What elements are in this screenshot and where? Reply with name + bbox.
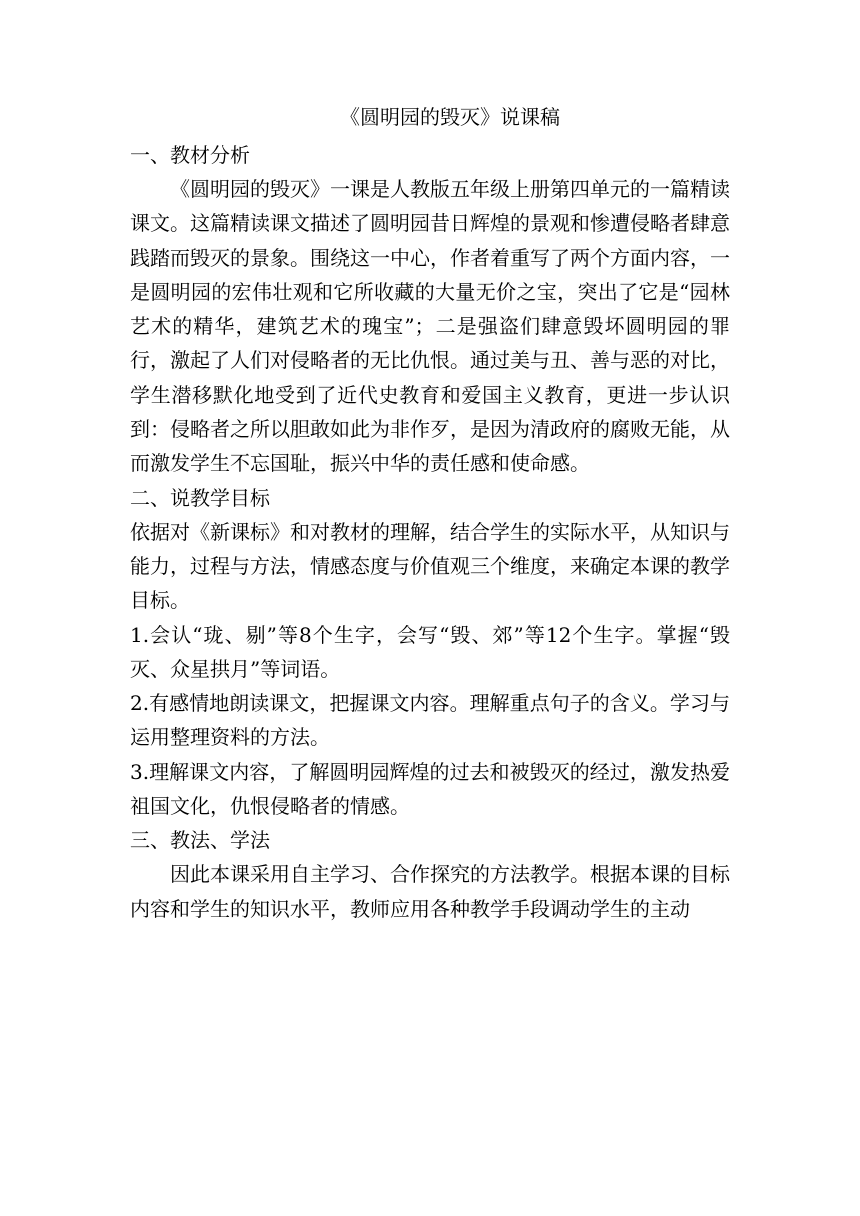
methods-paragraph: 因此本课采用自主学习、合作探究的方法教学。根据本课的目标内容和学生的知识水平，教师应用各种教学手段调动学生的主动 (130, 862, 730, 921)
section-heading-teaching-goals: 二、说教学目标 (130, 485, 270, 510)
teaching-goal-item-1: 1.会认“珑、剔”等8个生字，会写“毁、郊”等12个生字。掌握“毁灭、众星拱月”等词语。 (130, 622, 730, 681)
section-heading-textbook-analysis: 一、教材分析 (130, 143, 250, 167)
teaching-goal-item-2: 2.有感情地朗读课文，把握课文内容。理解重点句子的含义。学习与运用整理资料的方法。 (130, 691, 730, 750)
document-title: 《圆明园的毁灭》说课稿 (340, 105, 560, 129)
teaching-goal-item-3: 3.理解课文内容，了解圆明园辉煌的过去和被毁灭的经过，激发热爱祖国文化，仇恨侵略者的情感。 (130, 759, 730, 819)
document-page (130, 100, 730, 926)
section-heading-methods: 三、教法、学法 (130, 828, 270, 853)
teaching-goals-intro: 依据对《新课标》和对教材的理解，结合学生的实际水平，从知识与能力，过程与方法，情感态度与价值观三个维度，来确定本课的教学目标。 (130, 519, 730, 613)
textbook-analysis-paragraph: 《圆明园的毁灭》一课是人教版五年级上册第四单元的一篇精读课文。这篇精读课文描述了圆明园昔日辉煌的景观和惨遭侵略者肆意践踏而毁灭的景象。围绕这一中心，作者着重写了两个方面内容，一是圆明园的宏伟壮观和它所收藏的大量无价之宝，突出了它是“园林艺术的精华，建筑艺术的瑰宝”；二是强盗们肆意毁坏圆明园的罪行，激起了人们对侵略者的无比仇恨。通过美与丑、善与恶的对比，学生潜移默化地受到了近代史教育和爱国主义教育，更进一步认识到：侵略者之所以胆敢如此为非作歹，是因为清政府的腐败无能，从而激发学生不忘国耻，振兴中华的责任感和使命感。 (130, 177, 730, 476)
